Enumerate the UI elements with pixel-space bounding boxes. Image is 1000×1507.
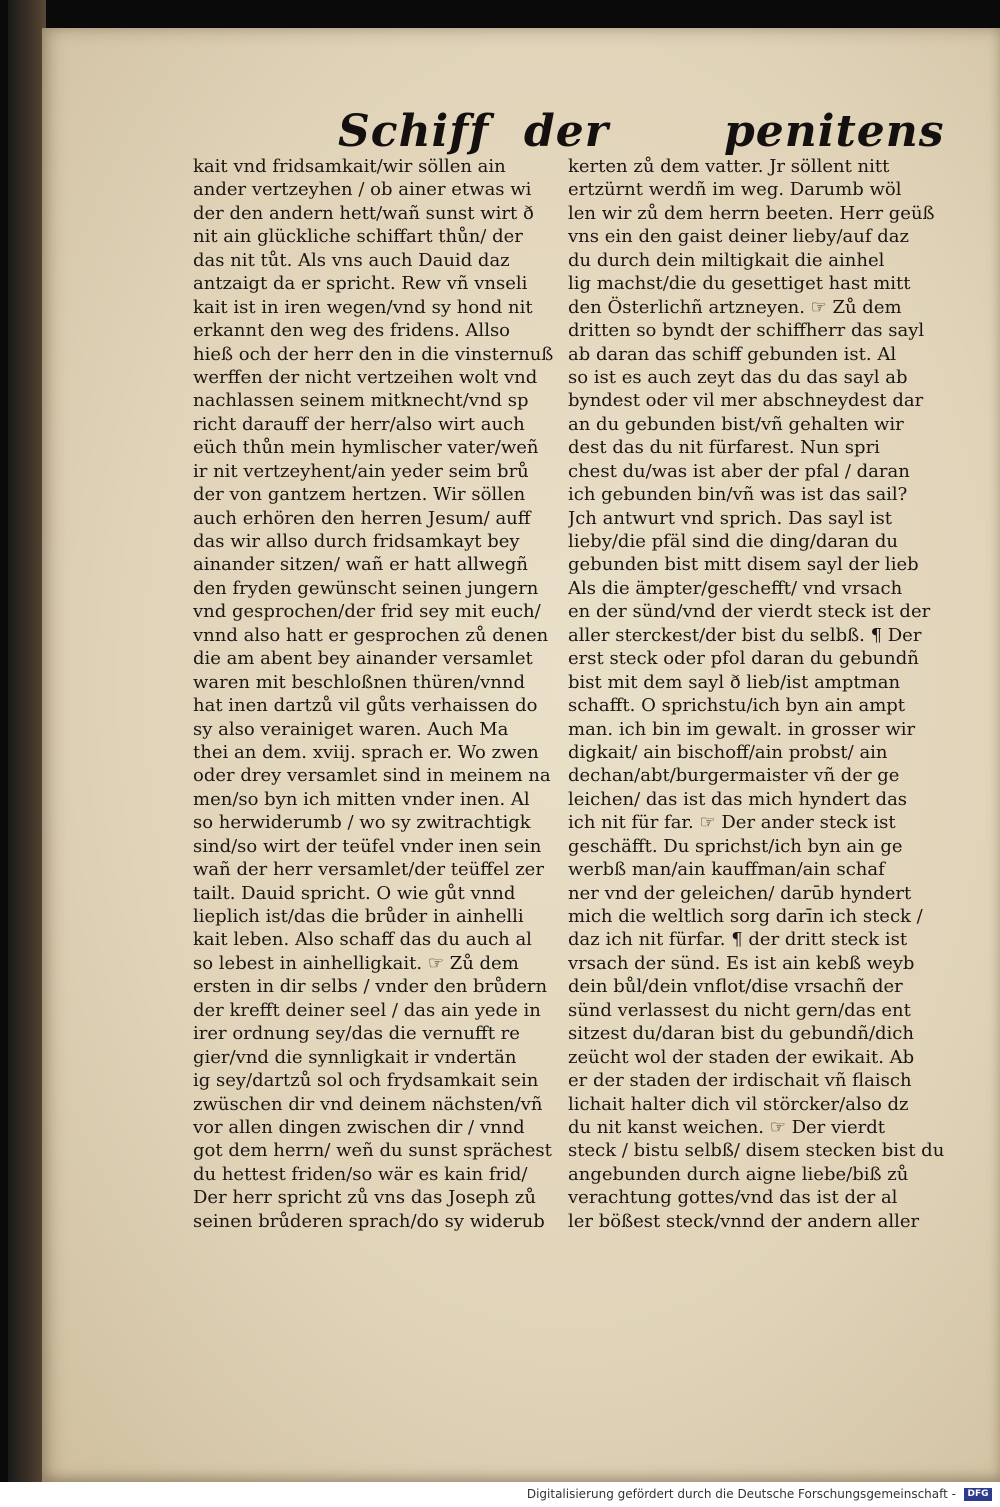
text-line: lieplich ist/das die brůder in ainhelli [193, 906, 524, 927]
text-line: len wir zů dem herrn beeten. Herr geüß [568, 202, 935, 224]
text-line: Jch antwurt vnd sprich. Das sayl ist [568, 507, 892, 529]
text-line: ab daran das schiff gebunden ist. Al [568, 343, 897, 365]
text-line: irer ordnung sey/das die vernufft re [193, 1023, 520, 1045]
text-line: so herwiderumb / wo sy zwitrachtigk [193, 812, 531, 834]
text-line: sitzest du/daran bist du gebundñ/dich [568, 1023, 914, 1045]
text-line: man. ich bin im gewalt. in grosser wir [568, 718, 916, 740]
text-line: er der staden der irdischait vñ flaisch [568, 1070, 912, 1092]
text-line: ainander sitzen/ wañ er hatt allwegñ [193, 554, 529, 576]
text-line: byndest oder vil mer abschneydest dar [568, 390, 924, 412]
text-line: werbß man/ain kauffman/ain schaf [568, 859, 885, 881]
text-line: dein bůl/dein vnflot/dise vrsachñ der [568, 976, 903, 998]
text-line: sy also verainiget waren. Auch Ma [193, 718, 509, 740]
text-line: angebunden durch aigne liebe/biß zů [568, 1163, 909, 1185]
text-line: ner vnd der geleichen/ darūb hyndert [568, 882, 912, 904]
text-line: eüch thůn mein hymlischer vater/weñ [193, 437, 539, 459]
right-text-column [568, 155, 948, 1233]
text-line: tailt. Dauid spricht. O wie gůt vnnd [193, 882, 516, 904]
text-line: das wir allso durch fridsamkayt bey [193, 531, 520, 552]
text-line: das nit tůt. Als vns auch Dauid daz [193, 249, 510, 271]
text-line: zwüschen dir vnd deinem nächsten/vñ [193, 1093, 543, 1115]
text-line: dest das du nit fürfarest. Nun spri [568, 437, 880, 459]
text-line: hat inen dartzů vil gůts verhaissen do [193, 695, 538, 717]
text-line: vrsach der sünd. Es ist ain kebß weyb [568, 952, 915, 974]
text-line: nachlassen seinem mitknecht/vnd sp [193, 390, 529, 412]
text-line: en der sünd/vnd der vierdt steck ist der [568, 601, 931, 623]
text-line: erkannt den weg des fridens. Allso [193, 320, 511, 342]
text-line: aller sterckest/der bist du selbß. ¶ Der [568, 624, 922, 646]
text-line: schafft. O sprichstu/ich byn ain ampt [568, 695, 906, 717]
text-line: lig machst/die du gesettiget hast mitt [568, 273, 911, 295]
header-word-der: der [524, 106, 609, 157]
text-line: Als die ämpter/geschefft/ vnd vrsach [568, 577, 903, 599]
text-line: du hettest friden/so wär es kain frid/ [193, 1163, 528, 1185]
text-line: du durch dein miltigkait die ainhel [568, 249, 885, 271]
text-line: oder drey versamlet sind in meinem na [193, 765, 551, 787]
text-line: waren mit beschloßnen thüren/vnnd [193, 671, 525, 693]
text-line: sind/so wirt der teüfel vnder inen sein [193, 835, 542, 857]
text-line: mich die weltlich sorg darīn ich steck / [568, 906, 923, 927]
text-line: so lebest in ainhelligkait. ☞ Zů dem [193, 952, 519, 974]
text-line: hieß och der herr den in die vinsternuß [193, 343, 553, 365]
text-line: chest du/was ist aber der pfal / daran [568, 460, 910, 482]
text-line: verachtung gottes/vnd das ist der al [568, 1187, 898, 1209]
text-line: die am abent bey ainander versamlet [193, 648, 533, 670]
text-line: kait leben. Also schaff das du auch al [193, 929, 532, 951]
dfg-logo-icon: DFG [964, 1488, 992, 1501]
text-line: nit ain glückliche schiffart thůn/ der [193, 226, 523, 248]
text-line: richt darauff der herr/also wirt auch [193, 413, 525, 435]
text-line: vnnd also hatt er gesprochen zů denen [193, 624, 549, 646]
text-line: lieby/die pfäl sind die ding/daran du [568, 531, 898, 552]
text-line: daz ich nit fürfar. ¶ der dritt steck ist [568, 929, 908, 951]
text-line: steck / bistu selbß/ disem stecken bist du [568, 1140, 945, 1162]
text-line: antzaigt da er spricht. Rew vñ vnseli [193, 273, 528, 295]
text-line: digkait/ ain bischoff/ain probst/ ain [568, 741, 888, 763]
text-line: du nit kanst weichen. ☞ Der vierdt [568, 1116, 885, 1138]
left-text-column [193, 155, 553, 1233]
text-line: ler bößest steck/vnnd der andern aller [568, 1210, 920, 1232]
text-line: ertzürnt werdñ im weg. Darumb wöl [568, 179, 902, 201]
text-line: men/so byn ich mitten vnder inen. Al [193, 788, 530, 810]
text-line: auch erhören den herren Jesum/ auff [193, 507, 531, 529]
text-line: ir nit vertzeyhent/ain yeder seim brů [193, 460, 529, 482]
text-line: wañ der herr versamlet/der teüffel zer [193, 859, 544, 881]
text-line: thei an dem. xviij. sprach er. Wo zwen [193, 741, 539, 763]
text-line: Der herr spricht zů vns das Joseph zů [193, 1187, 536, 1209]
text-line: den Österlichñ artzneyen. ☞ Zů dem [568, 296, 902, 318]
text-line: dechan/abt/burgermaister vñ der ge [568, 765, 900, 787]
text-line: ander vertzeyhen / ob ainer etwas wi [193, 179, 532, 201]
text-line: gier/vnd die synnligkait ir vndertän [193, 1046, 517, 1068]
text-line: den fryden gewünscht seinen jungern [193, 577, 539, 599]
text-line: leichen/ das ist das mich hyndert das [568, 788, 908, 810]
header-word-schiff: Schiff [338, 106, 490, 157]
text-line: erst steck oder pfol daran du gebundñ [568, 648, 919, 670]
book-edge [8, 0, 46, 1482]
text-line: got dem herrn/ weñ du sunst sprächest [193, 1140, 552, 1162]
text-line: seinen brůderen sprach/do sy widerub [193, 1210, 545, 1232]
text-line: kait ist in iren wegen/vnd sy hond nit [193, 296, 533, 318]
text-line: sünd verlassest du nicht gern/das ent [568, 999, 911, 1021]
text-line: ig sey/dartzů sol och frydsamkait sein [193, 1070, 539, 1092]
text-line: zeücht wol der staden der ewikait. Ab [568, 1046, 915, 1068]
text-line: ich nit für far. ☞ Der ander steck ist [568, 812, 896, 834]
text-line: lichait halter dich vil störcker/also dz [568, 1093, 909, 1115]
text-line: geschäfft. Du sprichst/ich byn ain ge [568, 835, 903, 857]
text-line: der den andern hett/wañ sunst wirt ð [193, 202, 534, 224]
text-line: so ist es auch zeyt das du das sayl ab [568, 366, 908, 388]
text-line: ersten in dir selbs / vnder den brůdern [193, 976, 548, 998]
text-line: werffen der nicht vertzeihen wolt vnd [193, 366, 538, 388]
text-line: an du gebunden bist/vñ gehalten wir [568, 413, 904, 435]
footer-bar [0, 1482, 1000, 1507]
text-line: bist mit dem sayl ð lieb/ist amptman [568, 671, 901, 693]
text-line: gebunden bist mitt disem sayl der lieb [568, 554, 919, 576]
text-line: der krefft deiner seel / das ain yede in [193, 999, 541, 1021]
funding-credit: Digitalisierung gefördert durch die Deutsche Forschungsgemeinschaft - [526, 1487, 956, 1501]
text-line: dritten so byndt der schiffherr das sayl [568, 320, 925, 342]
text-line: vns ein den gaist deiner lieby/auf daz [568, 226, 910, 248]
text-line: ich gebunden bin/vñ was ist das sail? [568, 484, 908, 506]
text-line: der von gantzem hertzen. Wir söllen [193, 484, 526, 506]
text-line: kerten zů dem vatter. Jr söllent nitt [568, 156, 890, 177]
header-word-penitens: penitens [724, 106, 945, 157]
text-line: vnd gesprochen/der frid sey mit euch/ [193, 601, 541, 623]
text-line: vor allen dingen zwischen dir / vnnd [193, 1116, 525, 1138]
text-line: kait vnd fridsamkait/wir söllen ain [193, 156, 506, 177]
